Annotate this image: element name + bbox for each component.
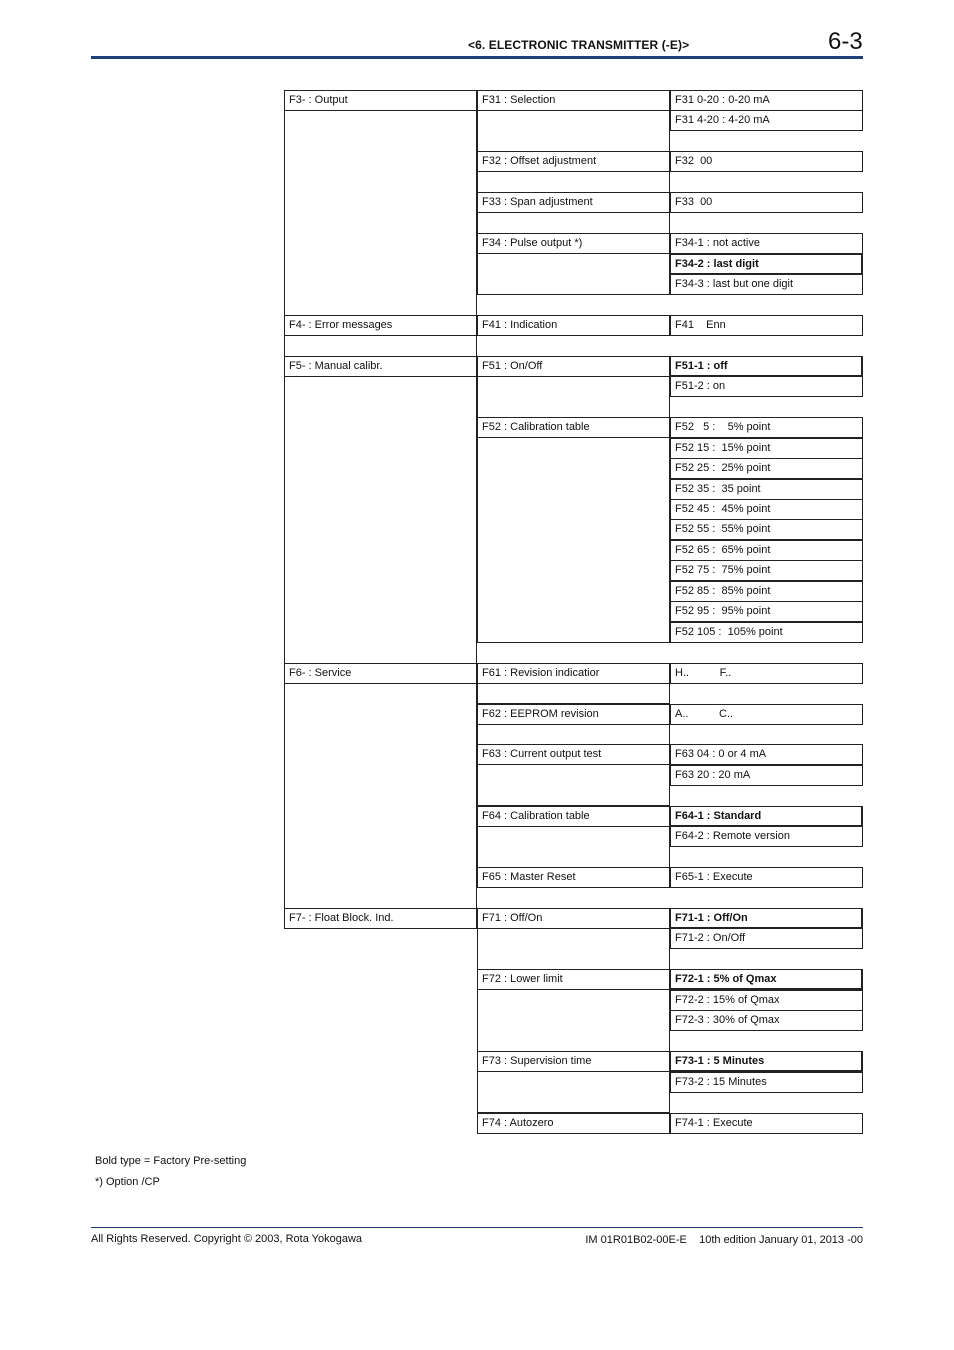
option-cell: F52 35 : 35 point <box>670 479 863 500</box>
bold-type-note: Bold type = Factory Pre-setting <box>95 1155 247 1167</box>
option-cell: F72-2 : 15% of Qmax <box>670 990 863 1011</box>
option-cell: F65-1 : Execute <box>670 867 863 888</box>
subfunction-cell: F72 : Lower limit <box>477 969 670 990</box>
option-cell: F31 4-20 : 4-20 mA <box>670 110 863 131</box>
option-cell: F63 20 : 20 mA <box>670 765 863 786</box>
function-group-cell: F3- : Output <box>284 90 477 111</box>
function-group-cell: F5- : Manual calibr. <box>284 356 477 377</box>
subfunction-cell: F62 : EEPROM revision <box>477 704 670 725</box>
option-cell: F33 00 <box>670 192 863 213</box>
option-cell: F34-3 : last but one digit <box>670 274 863 295</box>
option-cell: H.. F.. <box>670 663 863 684</box>
option-cell: F51-1 : off <box>670 356 863 377</box>
footer-divider <box>91 1227 863 1228</box>
function-group-body <box>284 335 477 357</box>
option-cell: F52 65 : 65% point <box>670 540 863 561</box>
subfunction-cell: F61 : Revision indicatior <box>477 663 670 684</box>
subfunction-cell: F33 : Span adjustment <box>477 192 670 213</box>
subfunction-cell: F65 : Master Reset <box>477 867 670 888</box>
subfunction-cell: F74 : Autozero <box>477 1113 670 1134</box>
option-cell: F52 105 : 105% point <box>670 622 863 643</box>
subfunction-cell: F41 : Indication <box>477 315 670 336</box>
option-cell: F63 04 : 0 or 4 mA <box>670 744 863 765</box>
subfunction-body <box>477 110 670 152</box>
option-cell: F72-1 : 5% of Qmax <box>670 969 863 990</box>
subfunction-cell: F32 : Offset adjustment <box>477 151 670 172</box>
option-cell: F71-1 : Off/On <box>670 908 863 929</box>
function-group-cell: F7- : Float Block. Ind. <box>284 908 477 929</box>
section-title: <6. ELECTRONIC TRANSMITTER (-E)> <box>468 38 690 52</box>
option-cell: F52 45 : 45% point <box>670 499 863 520</box>
subfunction-cell: F31 : Selection <box>477 90 670 111</box>
option-cell: F51-2 : on <box>670 376 863 397</box>
subfunction-cell: F51 : On/Off <box>477 356 670 377</box>
option-cell: F64-2 : Remote version <box>670 826 863 847</box>
function-group-cell: F4- : Error messages <box>284 315 477 336</box>
function-group-body <box>284 376 477 664</box>
subfunction-cell: F34 : Pulse output *) <box>477 233 670 254</box>
option-note: *) Option /CP <box>95 1176 160 1188</box>
subfunction-body <box>477 928 670 970</box>
subfunction-cell: F73 : Supervision time <box>477 1051 670 1072</box>
option-cell: F32 00 <box>670 151 863 172</box>
option-cell: A.. C.. <box>670 704 863 725</box>
copyright-text: All Rights Reserved. Copyright © 2003, Rota Yokogawa <box>91 1233 363 1245</box>
option-cell: F34-1 : not active <box>670 233 863 254</box>
option-cell: F52 15 : 15% point <box>670 438 863 459</box>
subfunction-cell: F63 : Current output test <box>477 744 670 765</box>
page-number: 6-3 <box>828 28 863 55</box>
option-cell: F73-1 : 5 Minutes <box>670 1051 863 1072</box>
option-cell: F52 85 : 85% point <box>670 581 863 602</box>
subfunction-body <box>477 376 670 418</box>
option-cell: F64-1 : Standard <box>670 806 863 827</box>
function-group-cell: F6- : Service <box>284 663 477 684</box>
subfunction-body <box>477 212 670 233</box>
subfunction-body <box>477 683 670 704</box>
option-cell: F72-3 : 30% of Qmax <box>670 1010 863 1031</box>
subfunction-body <box>477 724 670 745</box>
subfunction-cell: F64 : Calibration table <box>477 806 670 827</box>
option-cell: F73-2 : 15 Minutes <box>670 1072 863 1093</box>
subfunction-cell: F52 : Calibration table <box>477 417 670 438</box>
subfunction-body <box>477 826 670 868</box>
subfunction-body <box>477 989 670 1051</box>
subfunction-body <box>477 437 670 643</box>
subfunction-body <box>477 1071 670 1113</box>
option-cell: F74-1 : Execute <box>670 1113 863 1134</box>
document-id: IM 01R01B02-00E-E 10th edition January 01, 2013 -00 <box>585 1234 863 1246</box>
option-cell: F34-2 : last digit <box>670 254 863 275</box>
function-group-body <box>284 683 477 909</box>
option-cell: F52 55 : 55% point <box>670 519 863 540</box>
subfunction-body <box>477 171 670 192</box>
subfunction-cell: F71 : Off/On <box>477 908 670 929</box>
function-group-body <box>284 110 477 316</box>
option-cell: F52 5 : 5% point <box>670 417 863 438</box>
option-cell: F41 Enn <box>670 315 863 336</box>
option-cell: F31 0-20 : 0-20 mA <box>670 90 863 111</box>
option-cell: F52 95 : 95% point <box>670 601 863 622</box>
subfunction-body <box>477 764 670 806</box>
option-cell: F52 25 : 25% point <box>670 458 863 479</box>
subfunction-body <box>477 253 670 295</box>
option-cell: F71-2 : On/Off <box>670 928 863 949</box>
option-cell: F52 75 : 75% point <box>670 560 863 581</box>
